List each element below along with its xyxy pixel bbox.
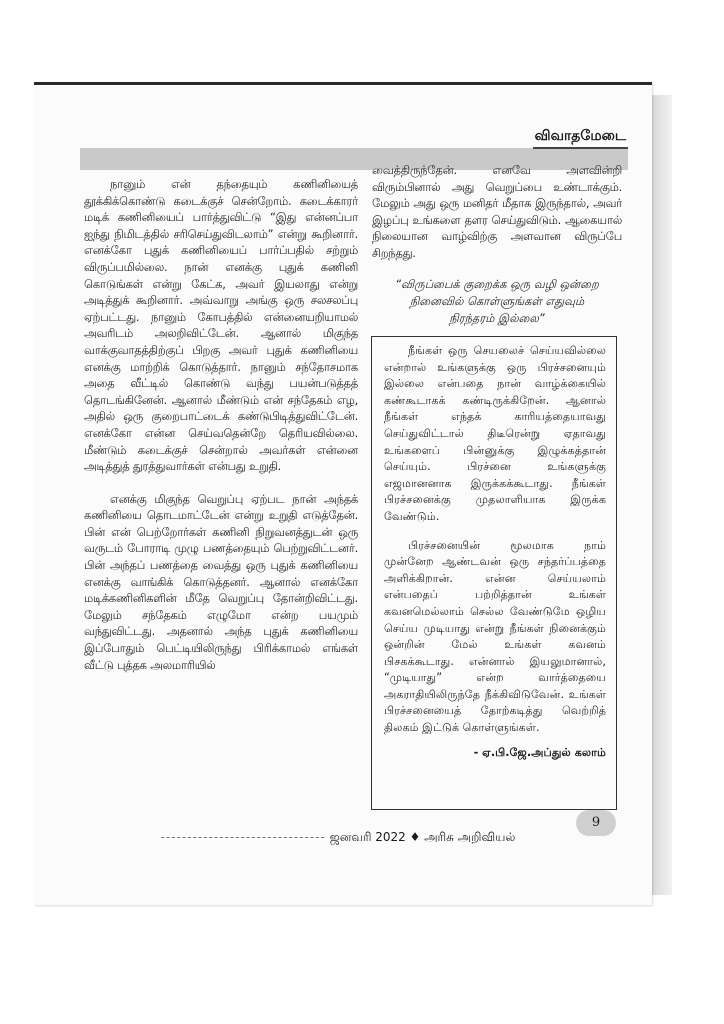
right-paragraph-1: வைத்திருந்தேன். எனவே அளவின்றி விரும்பினால் அது வெறுப்பை உண்டாக்கும். மேலும் அது ஒரு மனிதர் மீதாக இருந்தால், அவர் இழப்பு உங்களை தளர செய்துவிடும். ஆகையால் நிலையான வாழ்விற்கு அளவான விருப்பே சிறந்தது. <box>372 163 622 260</box>
footer <box>128 830 548 846</box>
page-number: 9 <box>576 810 616 836</box>
left-column <box>84 176 358 836</box>
footer-rule: ------------------------------- <box>160 830 326 844</box>
box-paragraph-2: பிரச்சனையின் மூலமாக நாம் முன்னேற ஆண்டவன் ஒரு சந்தர்ப்பத்தை அளிக்கிறான். என்ன செய்யலாம் என்பதைப் பற்றித்தான் உங்கள் கவனமெல்லாம் செல்ல வேண்டுமே ஒழிய செய்ய முடியாது என்று நீங்கள் நினைக்கும் ஒன்றின் மேல் உங்கள் கவனம் பிசகக்கூடாது. என்னால் இயலுமானால், “முடியாது” என்ற வார்த்தையை அகராதியிலிருந்தே நீக்கிவிடுவேன். உங்கள் பிரச்சனையைத் தோற்கடித்து வெற்றித் திலகம் இட்டுக் கொள்ளுங்கள். <box>384 538 606 735</box>
footer-text: ஜனவரி 2022 ♦ அரிசு அறிவியல் <box>329 830 516 844</box>
pull-quote: “விருப்பைக் குறைக்க ஒரு வழி ஒன்றை நினைவில் கொள்ளுங்கள் எதுவும் நிரந்தரம் இல்லை” <box>395 277 599 325</box>
left-paragraph-2: எனக்கு மிகுந்த வெறுப்பு ஏற்பட நான் அந்தக் கணினியை தொடமாட்டேன் என்று உறுதி எடுத்தேன். பின் என் பெற்றோர்கள் கணினி நிறுவனத்துடன் ஒரு வருடம் போராடி முழு பணத்தையும் பெற்றுவிட்டனர். பின் அந்தப் பணத்தை வைத்து ஒரு புதுக் கணினியை எனக்கு வாங்கிக் கொடுத்தனர். ஆனால் எனக்கோ மடிக்கணினிகளின் மீதே வெறுப்பு தோன்றிவிட்டது. மேலும் சந்தேகம் எழுமோ என்ற பயமும் வந்துவிட்டது. அதனால் அந்த புதுக் கணினியை இப்போதும் பெட்டியிலிருந்து பிரிக்காமல் எங்கள் வீட்டு புத்தக அலமாரியில் <box>84 491 358 672</box>
quote-box <box>371 336 617 810</box>
box-signature: - ஏ.பி.ஜே.அப்துல் கலாம் <box>473 745 606 759</box>
left-paragraph-1: நானும் என் தந்தையும் கணினியைத் தூக்கிக்கொண்டு கடைக்குச் சென்றோம். கடைக்காரர் மடிக் கணினியைப் பார்த்துவிட்டு “இது என்னப்பா ஐந்து நிமிடத்தில் சரிசெய்துவிடலாம்” என்று கூறினார். எனக்கோ புதுக் கணினியைப் பார்ப்பதில் சற்றும் விருப்பமில்லை. நான் எனக்கு புதுக் கணினி கொடுங்கள் என்று கேட்க, அவர் இயலாது என்று அடித்துக் கூறினார். அவ்வாறு அங்கு ஒரு சலசலப்பு ஏற்பட்டது. நானும் கோபத்தில் என்னையறியாமல் அவரிடம் அலறிவிட்டேன். ஆனால் மிகுந்த வாக்குவாதத்திற்குப் பிறகு அவர் புதுக் கணினியை எனக்கு மாற்றிக் கொடுத்தார். நானும் சந்தோசமாக அதை வீட்டில் கொண்டு வந்து பயன்படுத்தத் தொடங்கினேன். ஆனால் மீண்டும் என் சந்தேகம் எழ, அதில் ஒரு குறைபாட்டைக் கண்டுபிடித்துவிட்டேன். எனக்கோ என்ன செய்வதென்றே தெரியவில்லை. மீண்டும் கடைக்குச் சென்றால் அவர்கள் என்னை அடித்துத் துரத்துவார்கள் என்பது உறுதி. <box>84 177 358 474</box>
box-paragraph-1: நீங்கள் ஒரு செயலைச் செய்யவில்லை என்றால் உங்களுக்கு ஒரு பிரச்சனையும் இல்லை என்பதை நான் வாழ்க்கையில் கண்கூடாகக் கண்டிருக்கிறேன். ஆனால் நீங்கள் எந்தக் காரியத்தையாவது செய்துவிட்டால் திடீரென்று ஏதாவது உங்களைப் பின்னுக்கு இழுக்கத்தான் செய்யும். பிரச்னை உங்களுக்கு எஜமானனாக இருக்கக்கூடாது. நீங்கள் பிரச்சனைக்கு முதலாளியாக இருக்க வேண்டும். <box>384 344 606 523</box>
page-shadow <box>652 95 672 895</box>
right-column <box>372 162 622 272</box>
section-label: விவாதமேடை <box>533 128 628 149</box>
